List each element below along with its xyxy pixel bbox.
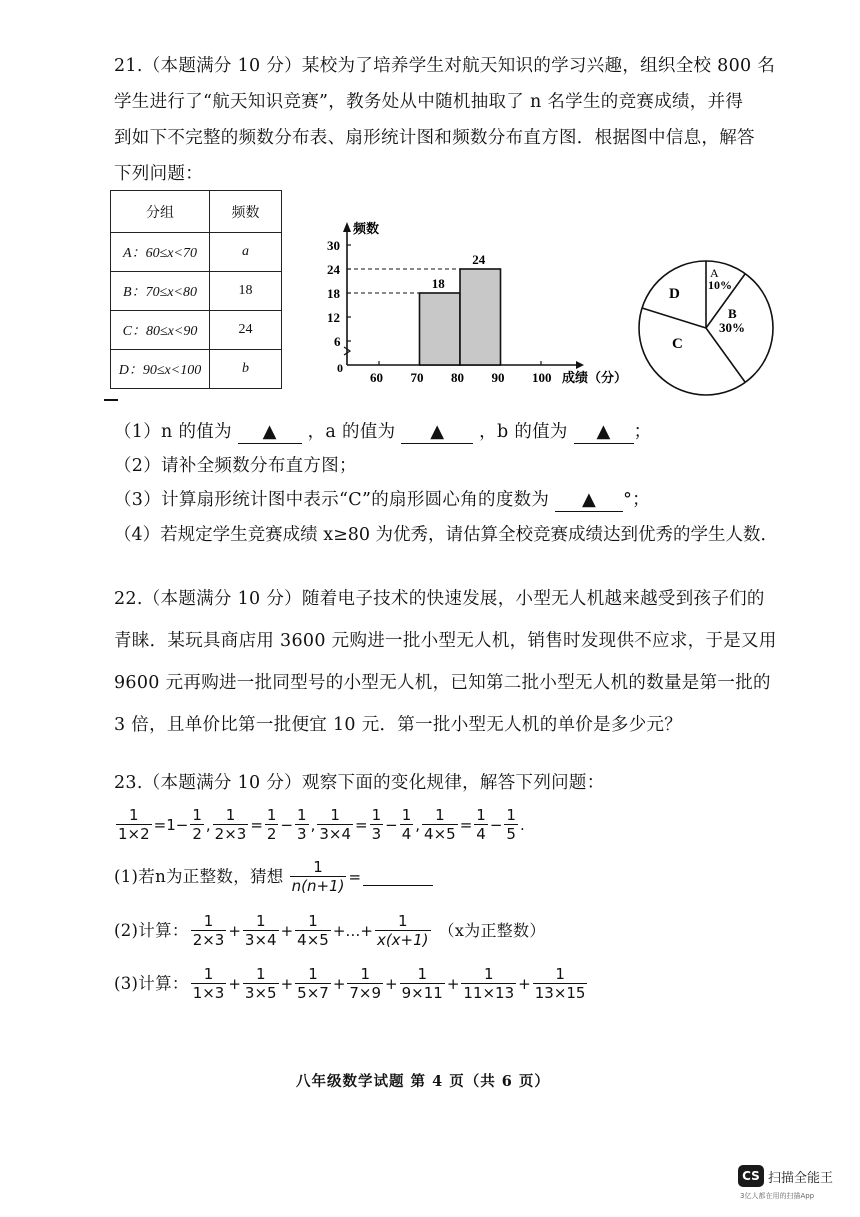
- pie-divider: [706, 328, 745, 382]
- frequency-table: [110, 190, 282, 389]
- y-tick-label: 6: [334, 334, 341, 349]
- q21-sub3: （3）计算扇形统计图中表示“C”的扇形圆心角的度数为 ▲ °；: [114, 489, 650, 510]
- y-tick-label: 12: [327, 310, 340, 325]
- q21-text: [114, 48, 775, 192]
- pie-pct-a: 10%: [708, 278, 732, 292]
- y-axis-arrow: [343, 222, 351, 232]
- frequency-histogram: [300, 212, 640, 392]
- q23-title: 23.（本题满分 10 分）观察下面的变化规律，解答下列问题：: [114, 773, 605, 793]
- table-row: [111, 350, 282, 389]
- x-axis-arrow: [576, 361, 584, 369]
- q23-sub2: (2)计算： $\frac{1}{2\times 3}$ + $\frac{1}{3\times 4}$ + $\frac{1}{4\times 5}$ +…+ $\frac{1}{x(x+1)}$ （x为正整数）: [114, 912, 546, 949]
- scanner-watermark: [738, 1165, 833, 1187]
- answer-blank-n[interactable]: ▲: [238, 421, 302, 444]
- y-tick-label: 24: [327, 262, 340, 277]
- q21-line-3: 到如下不完整的频数分布表、扇形统计图和频数分布直方图．根据图中信息，解答: [114, 128, 755, 148]
- table-cell-group: A：60≤x<70: [111, 233, 210, 272]
- table-cell-count: 24: [210, 311, 282, 350]
- y-axis-label: 频数: [353, 221, 380, 236]
- table-cell-count: a: [210, 233, 282, 272]
- answer-blank-a[interactable]: ▲: [401, 421, 473, 444]
- table-cell-group: C：80≤x<90: [111, 311, 210, 350]
- table-cell-group: B：70≤x<80: [111, 272, 210, 311]
- q21-line-2: 学生进行了“航天知识竞赛”，教务处从中随机抽取了 n 名学生的竞赛成绩，并得: [114, 92, 744, 112]
- page-footer: 八年级数学试题 第 4 页（共 6 页）: [296, 1073, 550, 1090]
- table-row: [111, 233, 282, 272]
- table-cell-count: 18: [210, 272, 282, 311]
- camscanner-logo: CS: [738, 1165, 764, 1187]
- histogram-bar: [420, 293, 461, 365]
- margin-mark: [104, 399, 118, 401]
- q22-line-4: 3 倍，且单价比第一批便宜 10 元．第一批小型无人机的单价是多少元？: [114, 715, 683, 735]
- y-tick-label: 18: [327, 286, 340, 301]
- y-tick-label: 30: [327, 238, 340, 253]
- pie-label-a: A: [710, 266, 719, 280]
- histogram-bar: [460, 269, 501, 365]
- x-axis-label: 成绩（分）: [562, 370, 628, 385]
- table-cell-group: D：90≤x<100: [111, 350, 210, 389]
- x-tick-label: 80: [451, 370, 464, 385]
- pie-divider: [642, 308, 706, 328]
- x-tick-label: 60: [370, 370, 383, 385]
- table-row: [111, 272, 282, 311]
- bar-value-label: 18: [431, 276, 445, 291]
- watermark-name: 扫描全能王: [768, 1170, 834, 1186]
- answer-blank-angle[interactable]: ▲: [555, 489, 623, 512]
- x-tick-label: 100: [532, 370, 552, 385]
- q23-sub1: (1)若n为正整数，猜想 $\frac{1}{n(n+1)}$ =: [114, 858, 433, 895]
- q22-line-2: 青睐．某玩具商店用 3600 元购进一批小型无人机，销售时发现供不应求，于是又用: [114, 631, 777, 651]
- origin-label: 0: [337, 361, 343, 375]
- x-tick-label: 70: [410, 370, 424, 385]
- answer-blank-b[interactable]: ▲: [574, 421, 634, 444]
- bar-value-label: 24: [472, 252, 486, 267]
- q21-sub1: （1）n 的值为 ▲ ，a 的值为 ▲ ，b 的值为 ▲ ；: [114, 421, 652, 442]
- q21-line-4: 下列问题：: [114, 164, 203, 184]
- q21-line-1: 21.（本题满分 10 分）某校为了培养学生对航天知识的学习兴趣，组织全校 800 名: [114, 56, 776, 76]
- q23-example: $\frac{1}{1\times 2}$ =1− $\frac{1}{2}$ , $\frac{1}{2\times 3}$ = $\frac{1}{2}$ − $\frac{1}{3}$ , $\frac{1}{3\times 4}$ = $\frac{1}{3}$ − $\frac{1}{4}$ , $\frac{1}{4\times 5}$ = $\frac{1}{4}$ − $\frac{1}{5}$ .: [118, 806, 525, 843]
- pie-label-c: C: [672, 336, 683, 352]
- table-header-group: 分组: [111, 191, 210, 233]
- watermark-tagline: 3亿人都在用的扫描App: [740, 1192, 815, 1200]
- table-header-count: 频数: [210, 191, 282, 233]
- q21-sub4: （4）若规定学生竞赛成绩 x≥80 为优秀，请估算全校竞赛成绩达到优秀的学生人数．: [114, 525, 779, 545]
- pie-pct-b: 30%: [719, 320, 745, 335]
- pie-chart: [636, 258, 776, 398]
- x-tick-label: 90: [491, 370, 505, 385]
- table-cell-count: b: [210, 350, 282, 389]
- q23-sub3: (3)计算： $\frac{1}{1\times 3}$ + $\frac{1}{3\times 5}$ + $\frac{1}{5\times 7}$ + $\frac{1}{7\times 9}$ + $\frac{1}{9\times 11}$ + $\frac{1}{11\times 13}$ + $\frac{1}{13\times 15}$: [114, 965, 586, 1002]
- table-row: [111, 311, 282, 350]
- q22-line-1: 22.（本题满分 10 分）随着电子技术的快速发展，小型无人机越来越受到孩子们的: [114, 589, 765, 609]
- q22-text: [114, 578, 777, 746]
- pie-label-d: D: [669, 286, 680, 302]
- pie-label-b: B: [728, 306, 737, 321]
- q21-sub2: （2）请补全频数分布直方图；: [114, 456, 357, 476]
- q22-line-3: 9600 元再购进一批同型号的小型无人机，已知第二批小型无人机的数量是第一批的: [114, 673, 771, 693]
- answer-blank-guess[interactable]: [363, 867, 433, 886]
